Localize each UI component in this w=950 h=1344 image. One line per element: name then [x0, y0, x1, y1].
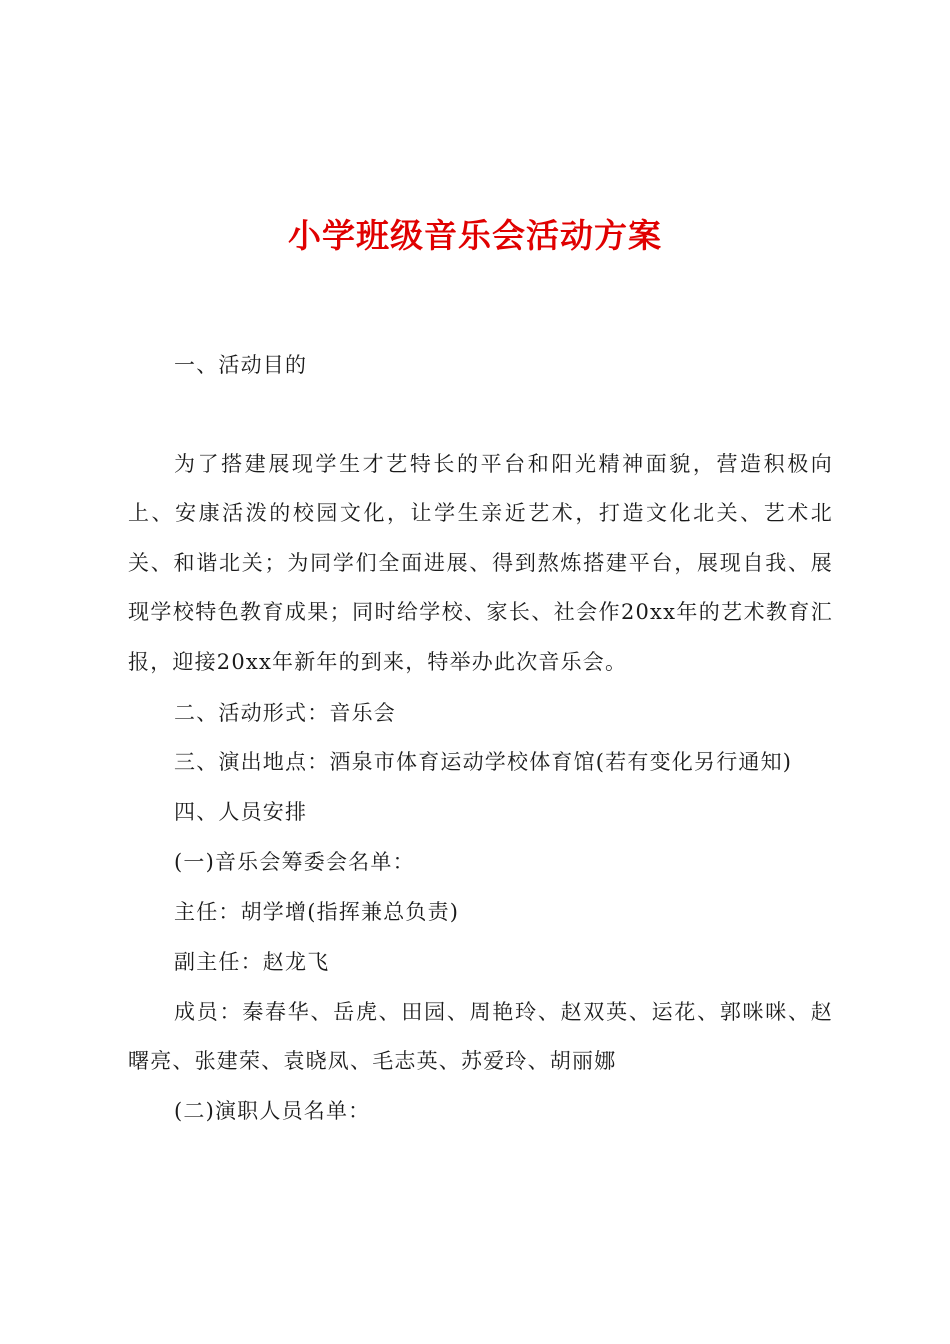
committee-director: 主任：胡学增(指挥兼总负责) — [174, 900, 460, 924]
section-activity-form: 二、活动形式：音乐会 — [174, 701, 396, 725]
section-heading-staff: 四、人员安排 — [174, 800, 308, 824]
purpose-paragraph: 为了搭建展现学生才艺特长的平台和阳光精神面貌，营造积极向上、安康活泼的校园文化，让学生亲近艺术，打造文化北关、艺术北关、和谐北关；为同学们全面进展、得到熬炼搭建平台，展现自我、展现学校特色教育成果；同时给学校、家长、社会作20xx年的艺术教育汇报，迎接20xx年新年的到来，特举办此次音乐会。 — [128, 452, 833, 674]
committee-deputy-director: 副主任：赵龙飞 — [174, 950, 330, 974]
subsection-performers: (二)演职人员名单： — [174, 1099, 371, 1123]
committee-members: 成员：秦春华、岳虎、田园、周艳玲、赵双英、运花、郭咪咪、赵曙亮、张建荣、袁晓凤、毛志英、苏爱玲、胡丽娜 — [128, 1000, 833, 1074]
subsection-committee: (一)音乐会筹委会名单： — [174, 850, 415, 874]
section-venue: 三、演出地点：酒泉市体育运动学校体育馆(若有变化另行通知) — [174, 750, 793, 774]
document-title: 小学班级音乐会活动方案 — [288, 216, 662, 255]
section-heading-purpose: 一、活动目的 — [174, 353, 308, 377]
